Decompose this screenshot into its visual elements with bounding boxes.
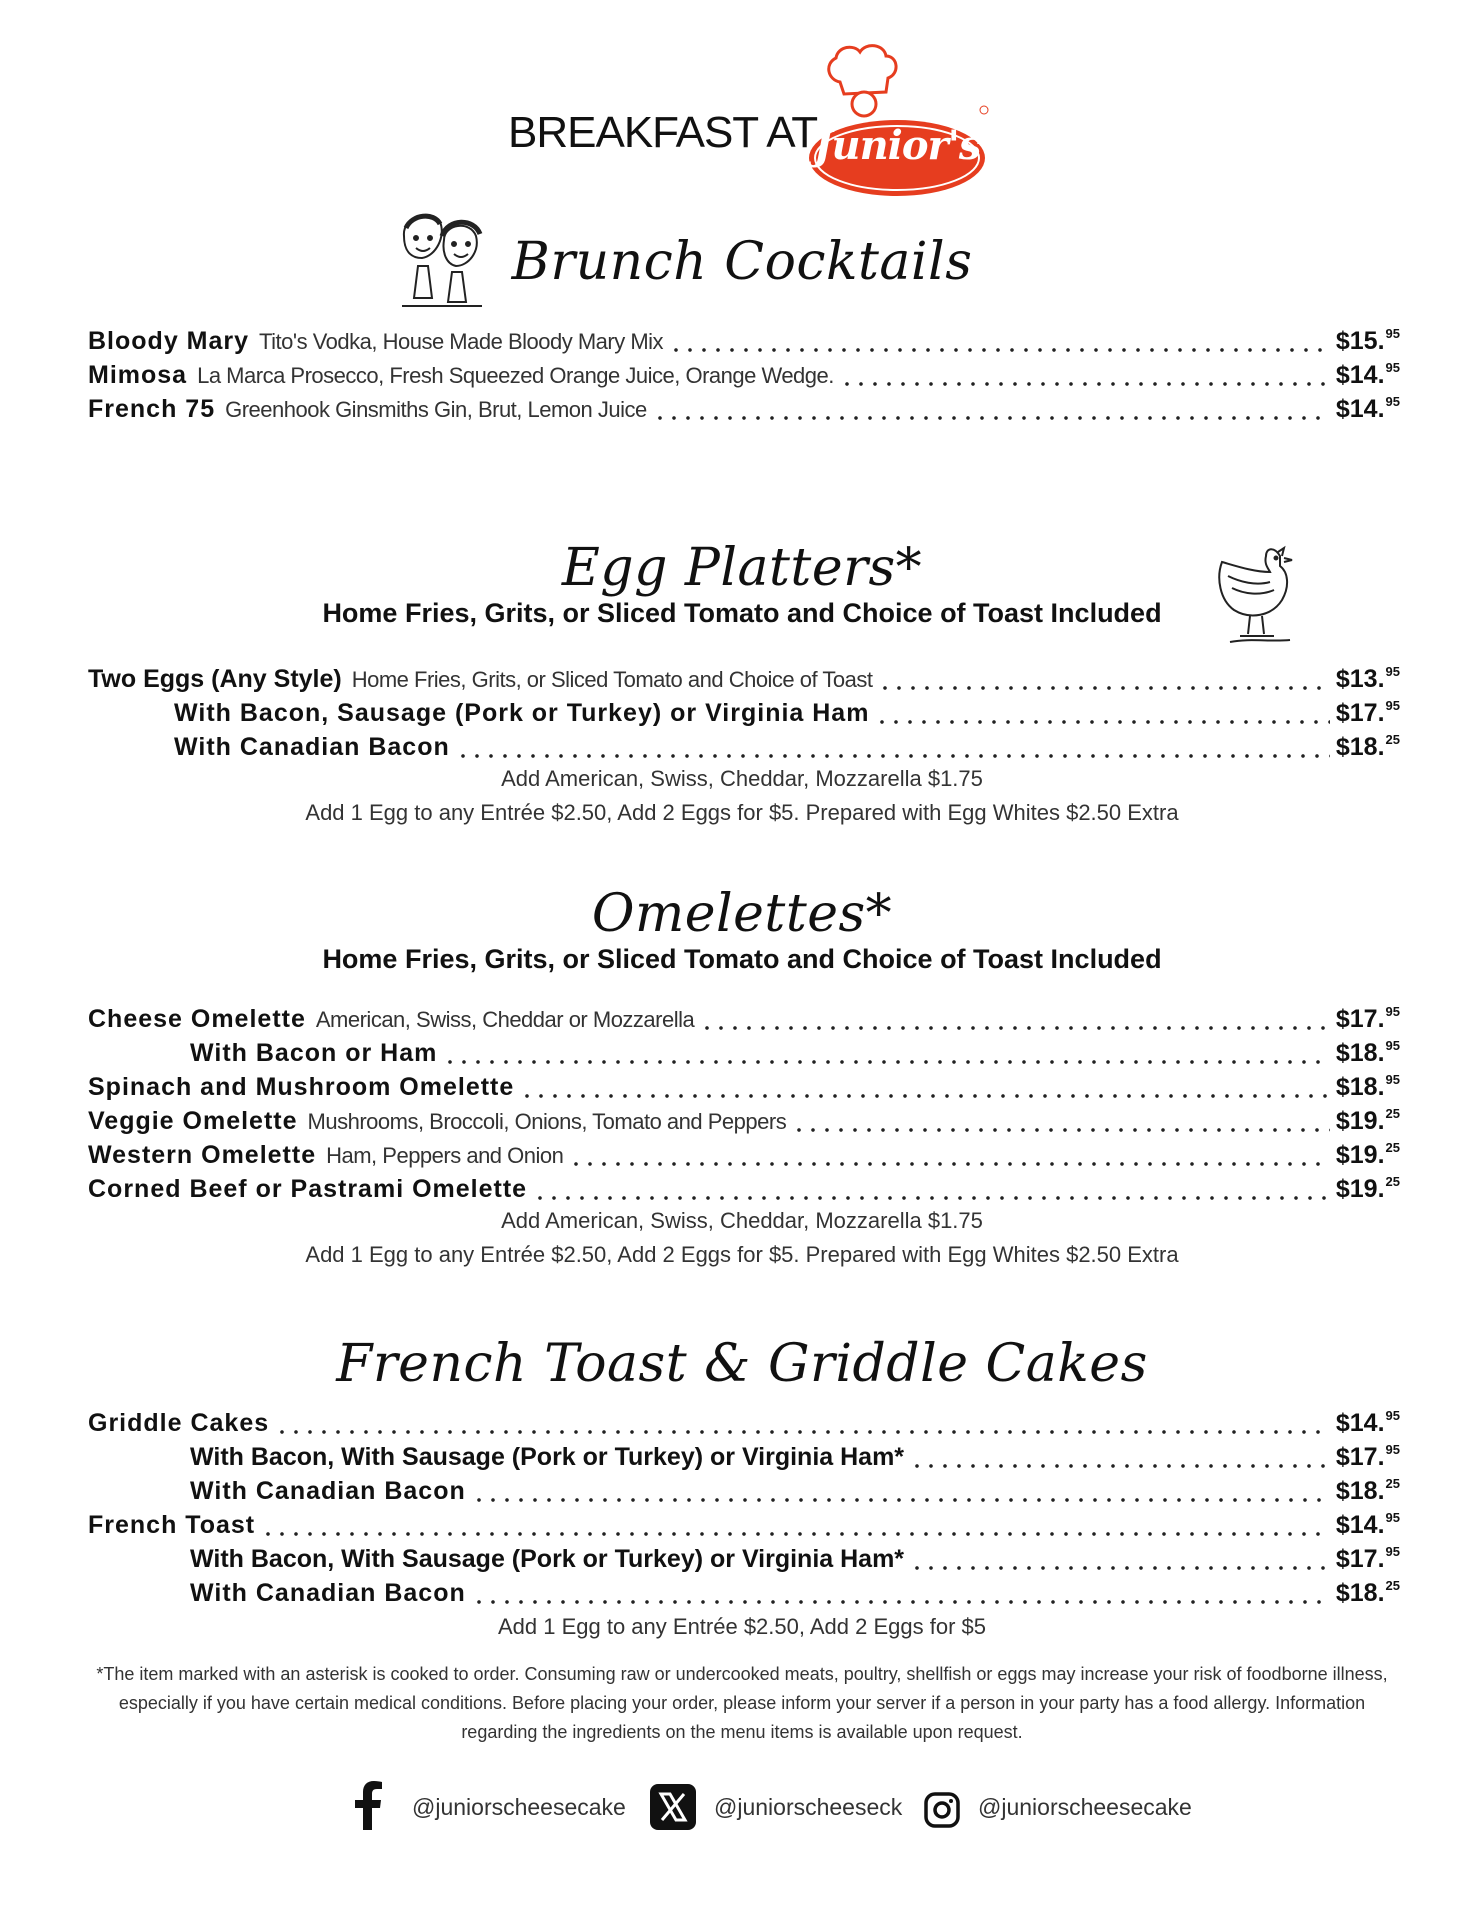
item-desc: Mushrooms, Broccoli, Onions, Tomato and Peppers <box>307 1109 787 1134</box>
item-name: French 75 <box>88 395 216 423</box>
menu-item-mimosa <box>88 360 1400 394</box>
egg-platters-note-cheese: Add American, Swiss, Cheddar, Mozzarella $1.75 <box>501 766 983 791</box>
item-desc: Home Fries, Grits, or Sliced Tomato and Choice of Toast <box>351 667 873 692</box>
menu-item-cheese-omelette <box>88 1004 1400 1038</box>
menu-item-french-toast-canadian-bacon <box>190 1578 1400 1612</box>
x-handle[interactable]: @juniorscheeseck <box>714 1794 903 1820</box>
item-price: $18.25 <box>1335 732 1400 761</box>
item-name: Spinach and Mushroom Omelette <box>88 1073 515 1101</box>
item-desc: American, Swiss, Cheddar or Mozzarella <box>315 1007 695 1032</box>
item-name: With Bacon or Ham <box>190 1039 438 1067</box>
item-name: Griddle Cakes <box>88 1409 270 1437</box>
item-price: $19.25 <box>1335 1140 1400 1169</box>
item-name: Veggie Omelette <box>88 1107 298 1135</box>
facebook-icon[interactable] <box>350 1780 384 1830</box>
item-price: $17.95 <box>1335 698 1400 727</box>
dot-leader <box>878 684 1329 692</box>
dot-leader <box>275 1428 1330 1436</box>
item-price: $17.95 <box>1335 1442 1400 1471</box>
menu-item-omelette-bacon-ham <box>190 1038 1400 1072</box>
egg-platters-subtitle: Home Fries, Grits, or Sliced Tomato and Choice of Toast Included <box>322 598 1162 628</box>
dot-leader <box>669 346 1330 354</box>
juniors-logo <box>802 40 992 198</box>
dot-leader <box>840 380 1330 388</box>
item-price: $18.95 <box>1335 1072 1400 1101</box>
item-name: With Canadian Bacon <box>190 1477 466 1505</box>
item-name: Two Eggs (Any Style) <box>88 665 342 693</box>
item-name: Western Omelette <box>88 1141 317 1169</box>
menu-item-corned-beef-omelette <box>88 1174 1400 1208</box>
dot-leader <box>700 1024 1330 1032</box>
item-price: $14.95 <box>1335 394 1400 423</box>
food-safety-disclaimer: *The item marked with an asterisk is cooked to order. Consuming raw or undercooked meats, poultry, shellfish or eggs may increase your risk of foodborne illness, especially if you have certain medical conditions. Before placing your order, please inform your server if a person in your party has a food allergy. Information regarding the ingredients on the menu items is available upon request. <box>96 1664 1388 1742</box>
menu-item-french-75 <box>88 394 1400 428</box>
griddle-note-extras: Add 1 Egg to any Entrée $2.50, Add 2 Eggs for $5 <box>497 1614 987 1639</box>
item-price: $19.25 <box>1335 1106 1400 1135</box>
item-name: Corned Beef or Pastrami Omelette <box>88 1175 528 1203</box>
omelettes-note-cheese: Add American, Swiss, Cheddar, Mozzarella $1.75 <box>501 1208 983 1233</box>
dot-leader <box>910 1462 1330 1470</box>
instagram-icon[interactable] <box>924 1792 960 1828</box>
dot-leader <box>520 1092 1330 1100</box>
griddle-title: French Toast & Griddle Cakes <box>336 1334 1148 1394</box>
menu-item-french-toast <box>88 1510 1400 1544</box>
item-desc: La Marca Prosecco, Fresh Squeezed Orange Juice, Orange Wedge. <box>197 363 834 388</box>
item-name: French Toast <box>88 1511 256 1539</box>
item-price: $19.25 <box>1335 1174 1400 1203</box>
item-price: $13.95 <box>1335 664 1400 693</box>
dot-leader <box>910 1564 1330 1572</box>
egg-platters-title: Egg Platters* <box>561 538 923 598</box>
dot-leader <box>569 1160 1329 1168</box>
logo-text: Junior's <box>813 122 981 169</box>
menu-item-two-eggs <box>88 664 1400 698</box>
dot-leader <box>875 718 1329 726</box>
header-title: BREAKFAST AT <box>508 108 818 157</box>
chef-hat-icon <box>802 40 992 198</box>
dot-leader <box>456 752 1330 760</box>
dot-leader <box>472 1496 1330 1504</box>
menu-item-eggs-with-bacon <box>174 698 1400 732</box>
item-name: With Bacon, Sausage (Pork or Turkey) or Virginia Ham <box>174 699 870 727</box>
menu-item-french-toast-with-bacon <box>190 1544 1400 1578</box>
item-desc: Tito's Vodka, House Made Bloody Mary Mix <box>259 329 664 354</box>
dot-leader <box>533 1194 1330 1202</box>
menu-item-griddle-canadian-bacon <box>190 1476 1400 1510</box>
cocktails-title: Brunch Cocktails <box>511 232 973 292</box>
dot-leader <box>443 1058 1330 1066</box>
item-name: With Bacon, With Sausage (Pork or Turkey) or Virginia Ham* <box>190 1443 905 1471</box>
omelettes-title: Omelettes* <box>591 884 893 944</box>
menu-item-western-omelette <box>88 1140 1400 1174</box>
item-name: With Canadian Bacon <box>190 1579 466 1607</box>
item-price: $17.95 <box>1335 1544 1400 1573</box>
dot-leader <box>653 414 1330 422</box>
item-price: $18.95 <box>1335 1038 1400 1067</box>
x-icon[interactable] <box>650 1784 696 1830</box>
menu-item-griddle-cakes <box>88 1408 1400 1442</box>
omelettes-subtitle: Home Fries, Grits, or Sliced Tomato and Choice of Toast Included <box>322 944 1162 974</box>
menu-item-griddle-with-bacon <box>190 1442 1400 1476</box>
menu-item-bloody-mary <box>88 326 1400 360</box>
item-price: $17.95 <box>1335 1004 1400 1033</box>
item-price: $14.95 <box>1335 1510 1400 1539</box>
social-links <box>0 1780 1484 1840</box>
item-name: With Bacon, With Sausage (Pork or Turkey) or Virginia Ham* <box>190 1545 905 1573</box>
item-name: Mimosa <box>88 361 188 389</box>
egg-platters-note-extras: Add 1 Egg to any Entrée $2.50, Add 2 Eggs for $5. Prepared with Egg Whites $2.50 Extra <box>305 800 1179 825</box>
item-price: $14.95 <box>1335 360 1400 389</box>
item-name: With Canadian Bacon <box>174 733 450 761</box>
menu-item-spinach-omelette <box>88 1072 1400 1106</box>
chicken-illustration <box>1210 542 1300 646</box>
omelettes-note-extras: Add 1 Egg to any Entrée $2.50, Add 2 Eggs for $5. Prepared with Egg Whites $2.50 Extra <box>305 1242 1179 1267</box>
item-desc: Ham, Peppers and Onion <box>326 1143 564 1168</box>
item-price: $18.25 <box>1335 1578 1400 1607</box>
dot-leader <box>472 1598 1330 1606</box>
menu-item-veggie-omelette <box>88 1106 1400 1140</box>
item-name: Bloody Mary <box>88 327 250 355</box>
dot-leader <box>261 1530 1330 1538</box>
item-desc: Greenhook Ginsmiths Gin, Brut, Lemon Juice <box>225 397 647 422</box>
dot-leader <box>792 1126 1330 1134</box>
instagram-handle[interactable]: @juniorscheesecake <box>978 1794 1192 1820</box>
item-price: $15.95 <box>1335 326 1400 355</box>
item-price: $14.95 <box>1335 1408 1400 1437</box>
menu-item-eggs-canadian-bacon <box>174 732 1400 766</box>
facebook-handle[interactable]: @juniorscheesecake <box>412 1794 626 1820</box>
item-name: Cheese Omelette <box>88 1005 306 1033</box>
item-price: $18.25 <box>1335 1476 1400 1505</box>
